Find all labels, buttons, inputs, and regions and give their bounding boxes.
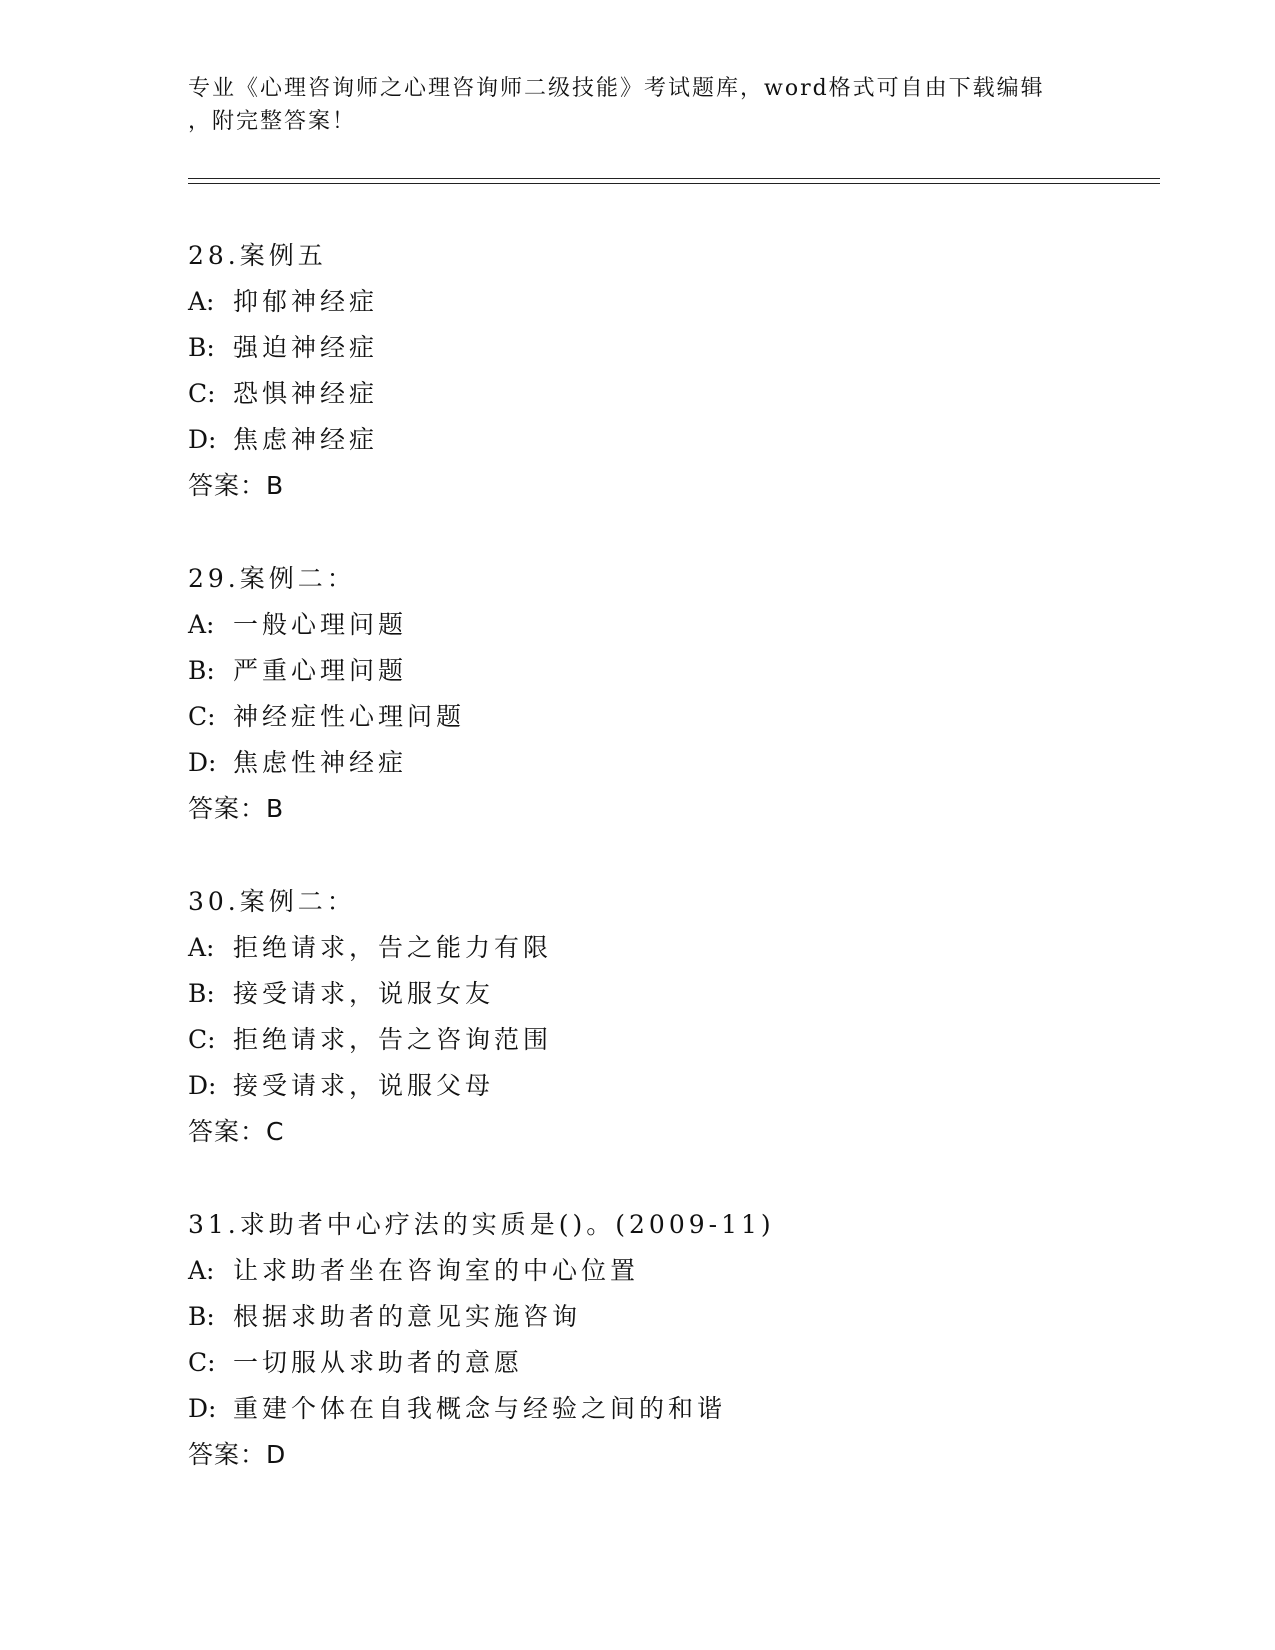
question-block [188,879,1138,1155]
question-stem: 30.案例二： [188,887,356,916]
option-label: A: [188,1256,215,1285]
option-text: 神经症性心理问题 [233,702,466,731]
option-text: 一切服从求助者的意愿 [233,1348,524,1377]
option-text: 焦虑神经症 [233,425,379,454]
option-c [188,1017,1138,1063]
option-label: B: [188,656,215,685]
option-label: A: [188,933,215,962]
option-c [188,1340,1138,1386]
option-label: B: [188,333,215,362]
question-stem: 28.案例五 [188,241,327,270]
option-text: 恐惧神经症 [233,379,379,408]
option-text: 抑郁神经症 [233,287,379,316]
option-text: 让求助者坐在咨询室的中心位置 [233,1256,640,1285]
option-b [188,1294,1138,1340]
option-text: 一般心理问题 [233,610,408,639]
option-text: 强迫神经症 [233,333,379,362]
header-rule-top [188,178,1160,179]
option-a [188,1248,1138,1294]
question-list [188,233,1138,1525]
option-b [188,648,1138,694]
option-d [188,417,1138,463]
option-text: 拒绝请求，告之咨询范围 [233,1025,553,1054]
option-c [188,371,1138,417]
header-line-1: 专业《心理咨询师之心理咨询师二级技能》考试题库，word格式可自由下载编辑 [188,76,1045,101]
option-label: C: [188,1025,216,1054]
option-d [188,1063,1138,1109]
document-header [188,72,1088,138]
answer-line: 答案：C [188,1117,285,1146]
option-label: D: [188,1394,217,1423]
option-text: 接受请求，说服女友 [233,979,495,1008]
question-block [188,233,1138,509]
option-label: A: [188,610,215,639]
option-b [188,325,1138,371]
option-d [188,740,1138,786]
option-label: B: [188,1302,215,1331]
option-c [188,694,1138,740]
answer-line: 答案：B [188,794,285,823]
option-a [188,279,1138,325]
question-stem: 31.求助者中心疗法的实质是()。(2009-11) [188,1210,775,1239]
header-rule-bottom [188,183,1160,184]
option-a [188,925,1138,971]
question-block [188,1202,1138,1478]
option-label: C: [188,702,216,731]
answer-line: 答案：B [188,471,285,500]
option-text: 拒绝请求，告之能力有限 [233,933,553,962]
header-line-2: ，附完整答案！ [188,109,357,134]
option-label: D: [188,748,217,777]
option-text: 接受请求，说服父母 [233,1071,495,1100]
option-text: 重建个体在自我概念与经验之间的和谐 [233,1394,727,1423]
option-label: C: [188,1348,216,1377]
option-d [188,1386,1138,1432]
option-label: D: [188,425,217,454]
option-label: B: [188,979,215,1008]
option-label: C: [188,379,216,408]
option-b [188,971,1138,1017]
option-text: 根据求助者的意见实施咨询 [233,1302,582,1331]
answer-line: 答案：D [188,1440,287,1469]
question-stem: 29.案例二： [188,564,356,593]
option-label: D: [188,1071,217,1100]
option-text: 严重心理问题 [233,656,408,685]
question-block [188,556,1138,832]
option-a [188,602,1138,648]
option-label: A: [188,287,215,316]
option-text: 焦虑性神经症 [233,748,408,777]
